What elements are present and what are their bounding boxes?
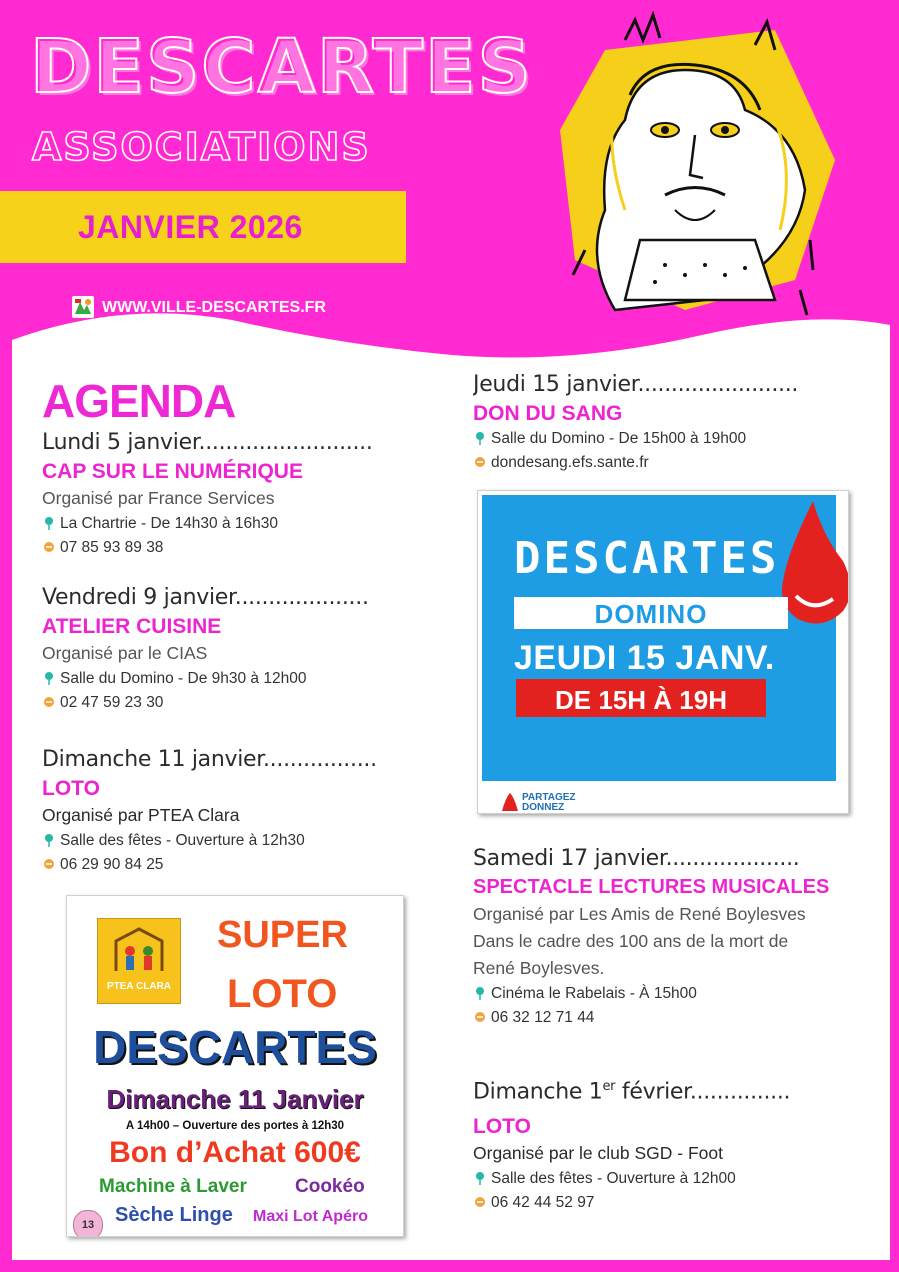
phone-icon (42, 540, 56, 554)
event-organizer-line: Dans le cadre des 100 ans de la mort de (473, 931, 789, 951)
event-organizer-line: René Boylesves. (473, 958, 605, 978)
loto-poster-lot: Sèche Linge (115, 1204, 233, 1226)
blood-poster-footer-line: PARTAGEZ (522, 792, 576, 803)
event-date: Vendredi 9 janvier.................... (42, 585, 369, 610)
event-place: Salle du Domino - De 9h30 à 12h00 (60, 670, 307, 687)
event-date: Jeudi 15 janvier........................ (473, 372, 799, 397)
event-phone[interactable]: 06 42 44 52 97 (491, 1194, 595, 1212)
event-cap-numerique (42, 428, 462, 560)
event-phone-row (42, 691, 462, 715)
phone-icon (42, 857, 56, 871)
event-name: ATELIER CUISINE (42, 615, 222, 638)
loto-poster-city: DESCARTES (93, 1021, 377, 1073)
map-pin-icon (473, 431, 487, 445)
event-name: CAP SUR LE NUMÉRIQUE (42, 460, 303, 483)
event-loto-ptea (42, 745, 462, 877)
loto-poster-date: Dimanche 11 Janvier (106, 1084, 364, 1114)
event-phone[interactable]: 06 32 12 71 44 (491, 1009, 595, 1026)
map-pin-icon (473, 986, 487, 1000)
event-place-row (42, 512, 462, 536)
event-name: LOTO (473, 1115, 531, 1139)
event-name: SPECTACLE LECTURES MUSICALES (473, 876, 830, 898)
ptea-clara-logo-icon (98, 919, 180, 979)
event-date-rest: février............... (615, 1079, 791, 1105)
event-name: DON DU SANG (473, 402, 623, 425)
loto-ball-icon: 13 (73, 1210, 103, 1237)
blood-poster-city: DESCARTES (514, 533, 780, 584)
event-place-row (42, 667, 462, 691)
event-date-suffix: er (602, 1079, 616, 1094)
loto-poster-super: SUPER (217, 914, 348, 956)
ptea-clara-logo-label: PTEA CLARA (106, 981, 172, 992)
loto-poster-hours: A 14h00 – Ouverture des portes à 12h30 (125, 1120, 345, 1132)
event-phone[interactable]: 02 47 59 23 30 (60, 694, 164, 711)
event-date (473, 1072, 878, 1107)
event-place: Salle du Domino - De 15h00 à 19h00 (491, 430, 747, 447)
map-pin-icon (42, 516, 56, 530)
page-subtitle: ASSOCIATIONS (32, 125, 371, 169)
event-organizer: Organisé par le club SGD - Foot (473, 1143, 723, 1164)
map-pin-icon (42, 833, 56, 847)
phone-icon (42, 695, 56, 709)
loto-poster-lot: Maxi Lot Apéro (253, 1208, 368, 1225)
event-organizer: Organisé par le CIAS (42, 643, 208, 663)
blood-poster-venue: DOMINO (594, 599, 708, 629)
loto-poster-prize: Bon d’Achat 600€ (109, 1136, 361, 1169)
event-phone[interactable]: 06 29 90 84 25 (60, 856, 164, 873)
event-organizer: Organisé par France Services (42, 488, 275, 508)
event-phone-row (42, 536, 462, 560)
event-date-day: Dimanche 1 (473, 1079, 603, 1105)
event-phone-row (473, 1006, 878, 1030)
event-date: Dimanche 11 janvier................. (42, 747, 377, 772)
event-place: Salle des fêtes - Ouverture à 12h00 (491, 1170, 736, 1188)
event-place-row (473, 1167, 878, 1191)
month-label: JANVIER 2026 (78, 209, 303, 245)
blood-poster-footer (522, 793, 576, 813)
event-phone[interactable]: 07 85 93 89 38 (60, 539, 164, 556)
map-pin-icon (473, 1171, 487, 1185)
event-name: LOTO (42, 777, 100, 800)
descartes-portrait-illustration (545, 10, 845, 330)
event-phone-row (42, 853, 462, 877)
loto-poster-lot: Machine à Laver (99, 1176, 247, 1197)
event-place: Cinéma le Rabelais - À 15h00 (491, 985, 697, 1002)
event-place: Salle des fêtes - Ouverture à 12h30 (60, 832, 305, 849)
event-website[interactable]: dondesang.efs.sante.fr (491, 454, 649, 471)
blood-poster-date: JEUDI 15 JANV. (514, 639, 775, 677)
loto-poster-lot: Cookéo (295, 1176, 365, 1197)
event-web-row (473, 451, 893, 475)
event-spectacle-lectures (473, 844, 878, 1030)
event-place-row (473, 427, 893, 451)
blood-poster-hours: DE 15H À 19H (555, 685, 727, 715)
page-title: DESCARTES (30, 24, 533, 110)
event-phone-row (473, 1191, 878, 1215)
event-loto-sgd (473, 1072, 878, 1215)
blood-poster-footer-line: DONNEZ (522, 802, 565, 813)
event-organizer: Organisé par PTEA Clara (42, 805, 240, 825)
map-pin-icon (42, 671, 56, 685)
link-icon (473, 455, 487, 469)
blood-donation-poster (477, 490, 849, 814)
event-don-du-sang (473, 370, 893, 475)
website-link[interactable]: WWW.VILLE-DESCARTES.FR (102, 299, 326, 316)
phone-icon (473, 1195, 487, 1209)
super-loto-poster (66, 895, 404, 1237)
phone-icon (473, 1010, 487, 1024)
event-organizer-line: Organisé par Les Amis de René Boylesves (473, 904, 806, 924)
event-date: Lundi 5 janvier.......................... (42, 430, 373, 455)
event-date: Samedi 17 janvier.................... (473, 846, 800, 871)
ptea-clara-logo (97, 918, 181, 1004)
event-atelier-cuisine (42, 583, 462, 715)
month-band (0, 191, 406, 263)
event-place-row (473, 982, 878, 1006)
agenda-heading: AGENDA (42, 375, 236, 427)
loto-poster-loto: LOTO (227, 972, 338, 1016)
event-place: La Chartrie - De 14h30 à 16h30 (60, 515, 279, 532)
event-place-row (42, 829, 462, 853)
